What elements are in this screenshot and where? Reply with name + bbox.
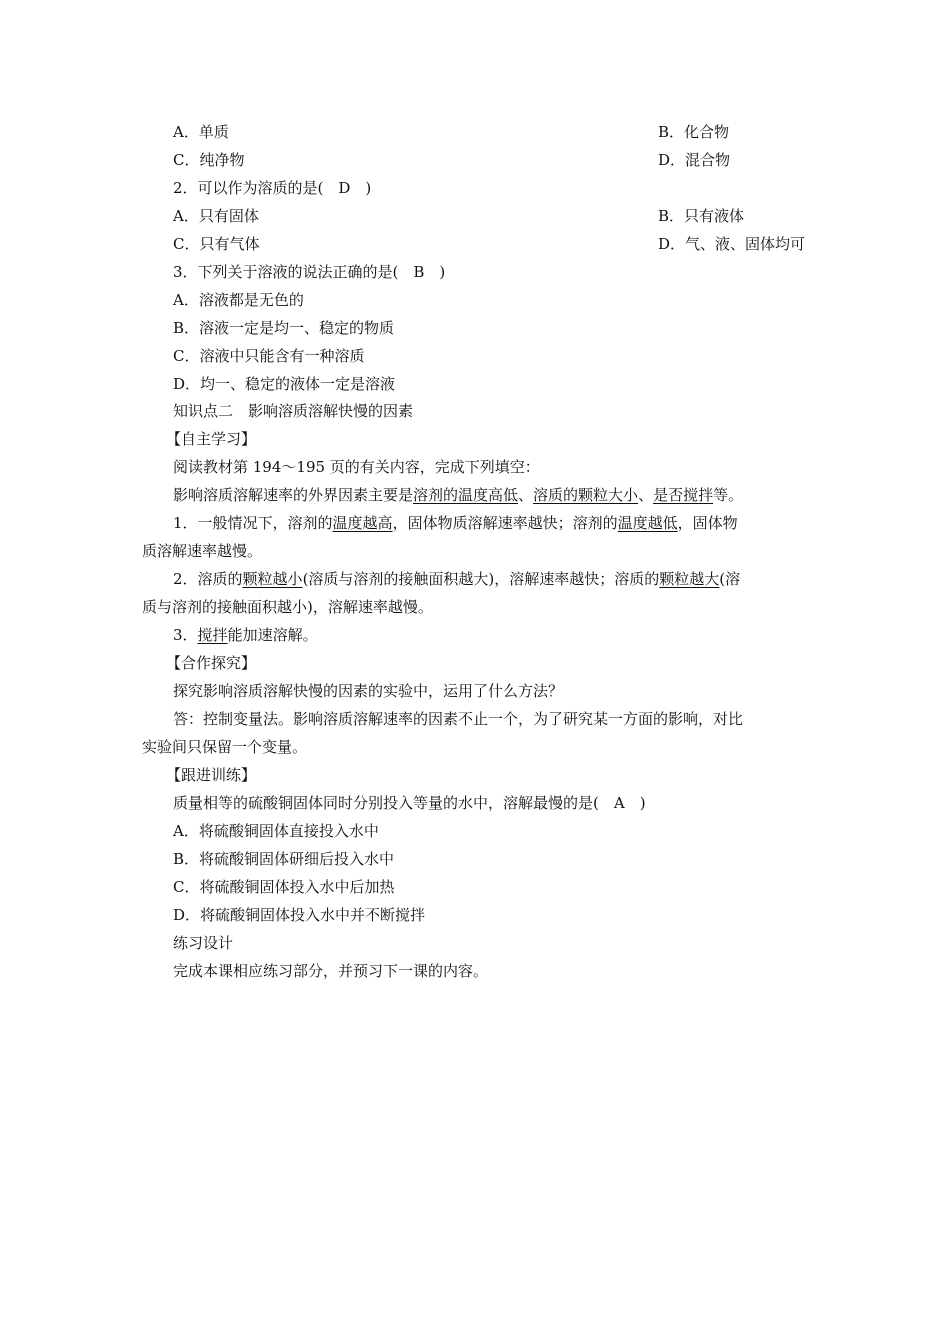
- answer-temp-lower: 温度越低: [617, 514, 678, 532]
- point3-line: [173, 625, 318, 645]
- coop-question: 探究影响溶质溶解快慢的因素的实验中，运用了什么方法？: [173, 682, 564, 700]
- q3-option-c: C．溶液中只能含有一种溶质: [173, 347, 365, 365]
- q1-options-row1: [173, 122, 730, 142]
- training-option-d: D．将硫酸铜固体投入水中并不断搅拌: [173, 906, 426, 924]
- point3-post: 能加速溶解。: [227, 626, 318, 644]
- coop-answer-line2: 实验间只保留一个变量。: [142, 738, 308, 756]
- practice-text: 完成本课相应练习部分，并预习下一课的内容。: [173, 962, 489, 980]
- training-heading: 【跟进训练】: [166, 766, 257, 784]
- answer-stir: 搅拌: [197, 626, 228, 644]
- training-option-b: B．将硫酸铜固体研细后投入水中: [173, 850, 395, 868]
- answer-solvent-temperature: 溶剂的温度高低: [413, 486, 519, 504]
- q1-option-b: B．化合物: [658, 123, 730, 141]
- point1-line2: 质溶解速率越慢。: [142, 542, 263, 560]
- factors-post: 等。: [713, 486, 744, 504]
- factors-sep2: 、: [638, 486, 654, 504]
- q3-option-d: D．均一、稳定的液体一定是溶液: [173, 375, 396, 393]
- q1-options-row2: [173, 150, 731, 170]
- q2-options-row1: [173, 206, 745, 226]
- q2-option-c: C．只有气体: [173, 235, 260, 253]
- answer-particles-smaller: 颗粒越小: [242, 570, 303, 588]
- answer-particles-larger: 颗粒越大: [659, 570, 720, 588]
- q2-options-row2: [173, 234, 806, 254]
- q2-option-d: D．气、液、固体均可: [658, 235, 806, 253]
- q1-option-c: C．纯净物: [173, 151, 245, 169]
- training-option-a: A．将硫酸铜固体直接投入水中: [173, 822, 379, 840]
- q2-option-b: B．只有液体: [658, 207, 745, 225]
- point1-mid: ，固体物质溶解速率越快；溶剂的: [392, 514, 618, 532]
- factors-pre: 影响溶质溶解速率的外界因素主要是: [173, 486, 414, 504]
- coop-answer-line1: 答：控制变量法。影响溶质溶解速率的因素不止一个，为了研究某一方面的影响，对比: [173, 710, 744, 728]
- point2-mid: (溶质与溶剂的接触面积越大)，溶解速率越快；溶质的: [302, 570, 660, 588]
- q1-option-d: D．混合物: [658, 151, 731, 169]
- q3-option-a: A．溶液都是无色的: [173, 291, 304, 309]
- q2-stem: 2．可以作为溶质的是( D ): [173, 179, 372, 197]
- section-title: 知识点二 影响溶质溶解快慢的因素: [173, 402, 414, 420]
- self-study-heading: 【自主学习】: [166, 430, 257, 448]
- point1-pre: 1．一般情况下，溶剂的: [173, 514, 333, 532]
- answer-temp-higher: 温度越高: [332, 514, 393, 532]
- point2-post: (溶: [719, 570, 741, 588]
- point1-line1: [173, 513, 738, 533]
- point2-line1: [173, 569, 740, 589]
- coop-heading: 【合作探究】: [166, 654, 257, 672]
- training-question: 质量相等的硫酸铜固体同时分别投入等量的水中，溶解最慢的是( A ): [173, 794, 646, 812]
- answer-stirring: 是否搅拌: [653, 486, 714, 504]
- factors-sep1: 、: [518, 486, 534, 504]
- point2-pre: 2．溶质的: [173, 570, 243, 588]
- practice-heading: 练习设计: [173, 934, 234, 952]
- point1-post: ，固体物: [677, 514, 738, 532]
- q1-option-a: A．单质: [173, 123, 229, 141]
- q3-option-b: B．溶液一定是均一、稳定的物质: [173, 319, 395, 337]
- reading-instruction: 阅读教材第 194～195 页的有关内容，完成下列填空：: [173, 458, 540, 476]
- q2-option-a: A．只有固体: [173, 207, 259, 225]
- answer-particle-size: 溶质的颗粒大小: [533, 486, 639, 504]
- point3-pre: 3．: [173, 626, 198, 644]
- q3-stem: 3．下列关于溶液的说法正确的是( B ): [173, 263, 446, 281]
- factors-sentence: [173, 485, 743, 505]
- training-option-c: C．将硫酸铜固体投入水中后加热: [173, 878, 395, 896]
- point2-line2: 质与溶剂的接触面积越小)，溶解速率越慢。: [142, 598, 433, 616]
